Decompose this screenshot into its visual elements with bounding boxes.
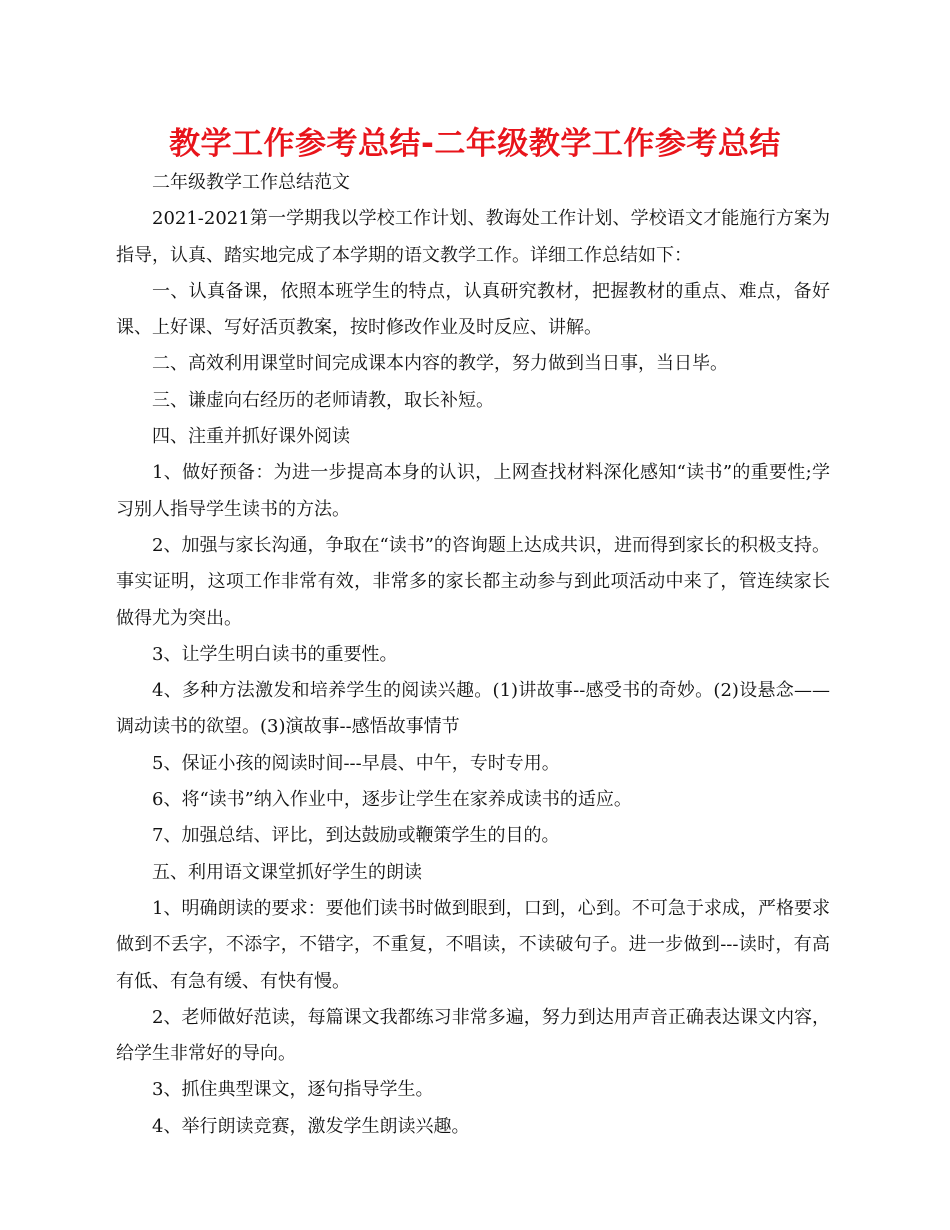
paragraph: 4、多种方法激发和培养学生的阅读兴趣。(1)讲故事--感受书的奇妙。(2)设悬念——调动读书的欲望。(3)演故事--感悟故事情节: [116, 680, 830, 738]
section-heading: 五、利用语文课堂抓好学生的朗读: [152, 861, 422, 883]
paragraph-subtitle: 二年级教学工作总结范文: [152, 172, 350, 193]
document-title: 教学工作参考总结-二年级教学工作参考总结: [169, 126, 781, 162]
paragraph: 7、加强总结、评比，到达鼓励或鞭策学生的目的。: [152, 825, 560, 847]
paragraph: 一、认真备课，依照本班学生的特点，认真研究教材，把握教材的重点、难点，备好课、上好课、写好活页教案，按时修改作业及时反应、讲解。: [116, 280, 830, 339]
paragraph-intro: 2021-2021第一学期我以学校工作计划、教诲处工作计划、学校语文才能施行方案为指导，认真、踏实地完成了本学期的语文教学工作。详细工作总结如下：: [116, 208, 830, 266]
paragraph: 三、谦虚向右经历的老师请教，取长补短。: [152, 389, 494, 411]
paragraph: 6、将“读书”纳入作业中，逐步让学生在家养成读书的适应。: [152, 789, 632, 811]
paragraph: 二、高效利用课堂时间完成课本内容的教学，努力做到当日事，当日毕。: [152, 353, 728, 375]
paragraph: 5、保证小孩的阅读时间---早晨、中午，专时专用。: [152, 752, 560, 774]
paragraph: 1、明确朗读的要求：要他们读书时做到眼到，口到，心到。不可急于求成，严格要求做到不丢字，不添字，不错字，不重复，不唱读，不读破句子。进一步做到---读时，有高有低、有急有缓、有快有慢。: [116, 897, 830, 992]
section-heading: 四、注重并抓好课外阅读: [152, 426, 350, 448]
paragraph: 2、老师做好范读，每篇课文我都练习非常多遍，努力到达用声音正确表达课文内容，给学生非常好的导向。: [116, 1006, 830, 1065]
paragraph: 1、做好预备：为进一步提高本身的认识，上网查找材料深化感知“读书”的重要性;学习别人指导学生读书的方法。: [116, 462, 830, 520]
paragraph: 3、抓住典型课文，逐句指导学生。: [152, 1079, 434, 1101]
paragraph: 4、举行朗读竞赛，激发学生朗读兴趣。: [152, 1115, 470, 1137]
paragraph: 2、加强与家长沟通，争取在“读书”的咨询题上达成共识，进而得到家长的积极支持。事实证明，这项工作非常有效，非常多的家长都主动参与到此项活动中来了，管连续家长做得尤为突出。: [116, 534, 830, 629]
document-body: [116, 165, 830, 1145]
paragraph: 3、让学生明白读书的重要性。: [152, 643, 398, 665]
